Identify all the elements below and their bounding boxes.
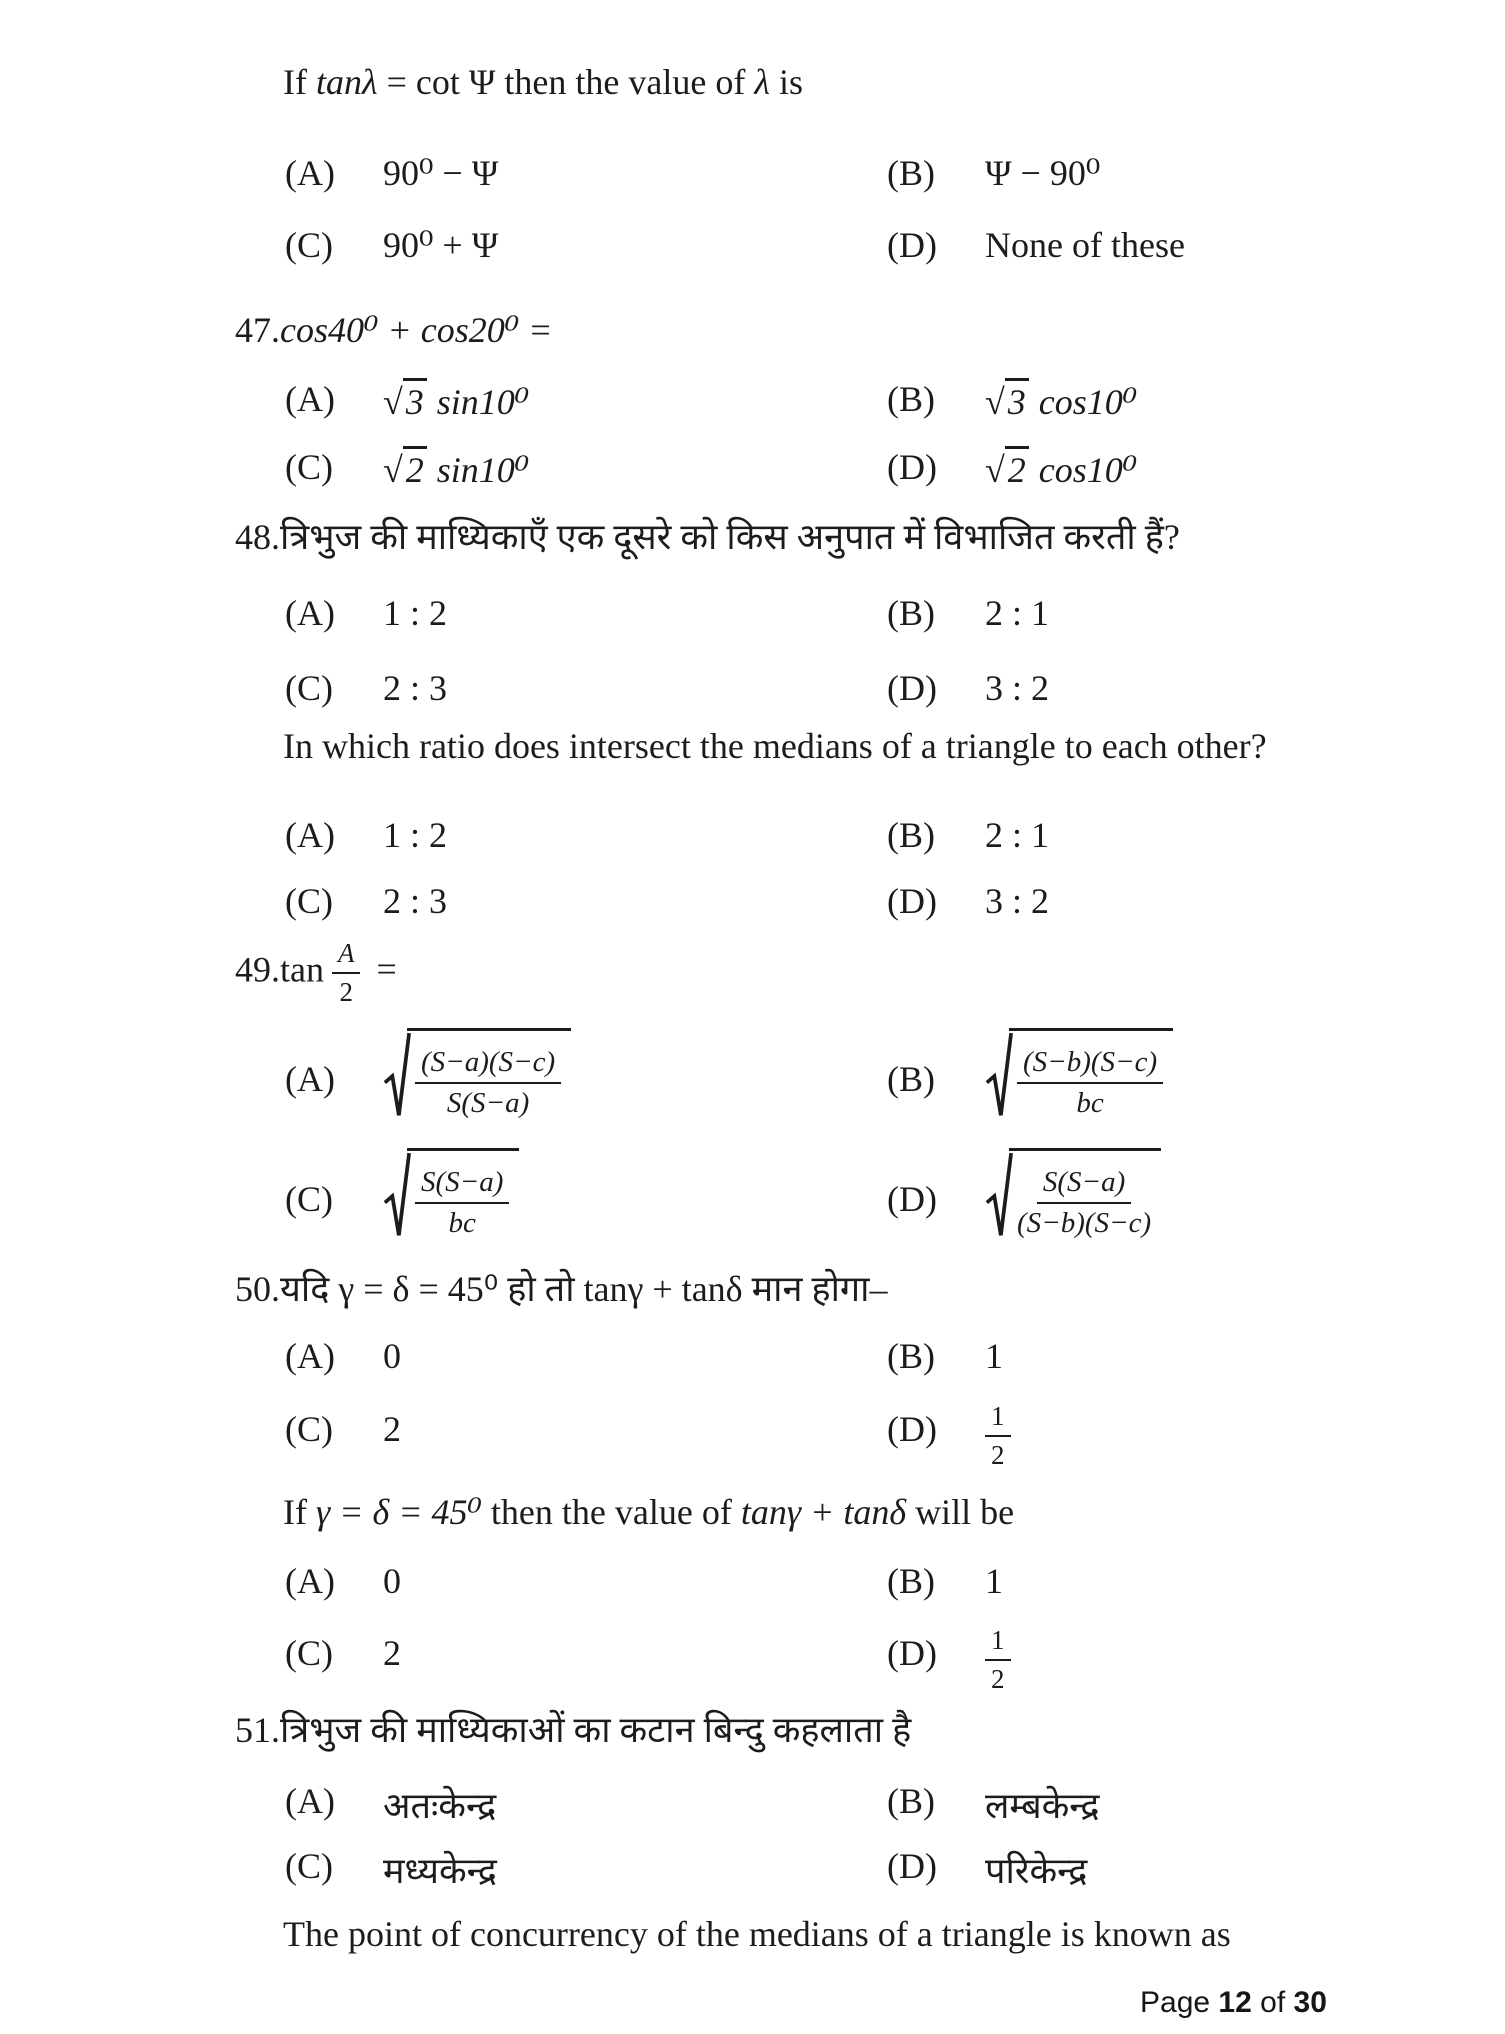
option-label-b: (B) <box>887 1336 935 1376</box>
option-value-b: 2 : 1 <box>985 593 1050 633</box>
option-label-d: (D) <box>887 1179 937 1219</box>
equals-sign: = <box>376 949 397 990</box>
option-value-c <box>383 446 529 491</box>
numerator: S(S−a) <box>1037 1166 1131 1204</box>
option-value-d <box>985 446 1137 491</box>
question-number: 48. <box>235 517 280 557</box>
total-page-number: 30 <box>1293 1986 1327 2019</box>
option-label-c: (C) <box>285 1409 333 1449</box>
question-48-stem-hindi <box>235 512 1180 562</box>
question-47-stem <box>235 308 552 353</box>
option-value-d: 3 : 2 <box>985 668 1050 708</box>
question-number: 49. <box>235 949 280 990</box>
question-50-stem-english <box>283 1490 1014 1535</box>
option-value-a: 1 : 2 <box>383 593 448 633</box>
option-label-c: (C) <box>285 1846 333 1886</box>
option-label-c: (C) <box>285 1633 333 1673</box>
math-expression: tanγ + tanδ <box>740 1492 907 1532</box>
math-expression: cos10⁰ <box>1038 382 1138 422</box>
radical <box>383 446 427 491</box>
math-expression: sin10⁰ <box>436 450 530 490</box>
option-label-b: (B) <box>887 1059 935 1099</box>
option-label-b: (B) <box>887 593 935 633</box>
option-label-d: (D) <box>887 1846 937 1886</box>
question-number: 50. <box>235 1269 280 1309</box>
option-label-d: (D) <box>887 447 937 487</box>
question-48-stem-english: In which ratio does intersect the medians of a triangle to each other? <box>283 726 1267 766</box>
option-value-a: 1 : 2 <box>383 815 448 855</box>
option-value-b <box>985 378 1137 423</box>
option-value-a: 0 <box>383 1336 401 1376</box>
option-label-c: (C) <box>285 668 333 708</box>
option-label-b: (B) <box>887 1781 935 1821</box>
option-label-c: (C) <box>285 225 333 265</box>
question-50-stem-hindi <box>235 1264 888 1314</box>
option-value-a: 0 <box>383 1561 401 1601</box>
option-label-a: (A) <box>285 1561 335 1601</box>
denominator: 2 <box>339 977 353 1008</box>
intro-text: = cot Ψ then the value of <box>377 62 755 102</box>
intro-text: is <box>769 62 803 102</box>
option-label-c: (C) <box>285 447 333 487</box>
option-value-a <box>383 1028 571 1135</box>
option-value-c: 2 : 3 <box>383 881 448 921</box>
option-label-a: (A) <box>285 815 335 855</box>
radical-sign: √ <box>985 382 1005 422</box>
question-51-stem-hindi <box>235 1705 911 1755</box>
option-value-b: Ψ − 90⁰ <box>985 153 1101 193</box>
radicand: 3 <box>403 378 427 423</box>
radical <box>383 378 427 423</box>
numerator: (S−a)(S−c) <box>415 1046 561 1084</box>
option-value-d: 3 : 2 <box>985 881 1050 921</box>
question-text-hindi: त्रिभुज की माध्यिकाएँ एक दूसरे को किस अनुपात में विभाजित करती हैं? <box>280 517 1180 557</box>
option-label-d: (D) <box>887 881 937 921</box>
math-expression: γ = δ = 45⁰ <box>315 1492 482 1532</box>
option-value-b: 1 <box>985 1561 1003 1601</box>
option-label-a: (A) <box>285 1781 335 1821</box>
numerator: S(S−a) <box>415 1166 509 1204</box>
radical-sign: √ <box>383 382 403 422</box>
radical-sign: √ <box>985 450 1005 490</box>
radical <box>985 1148 1161 1246</box>
option-value-d <box>985 1148 1161 1255</box>
question-46-intro <box>283 60 803 105</box>
option-value-a <box>383 378 529 423</box>
option-value-d <box>985 1616 1011 1695</box>
fraction <box>415 1046 561 1121</box>
option-label-b: (B) <box>887 1561 935 1601</box>
option-label-a: (A) <box>285 153 335 193</box>
option-label-a: (A) <box>285 1059 335 1099</box>
question-text-hindi: यदि γ = δ = 45⁰ हो तो tanγ + tanδ मान होगा– <box>280 1269 888 1309</box>
option-label-d: (D) <box>887 668 937 708</box>
math-expression: tanλ <box>315 62 378 102</box>
option-value-c <box>383 1148 519 1255</box>
fraction <box>985 1625 1011 1695</box>
option-label-d: (D) <box>887 1633 937 1673</box>
radicand: 2 <box>403 446 427 491</box>
option-label-a: (A) <box>285 379 335 419</box>
option-label-b: (B) <box>887 815 935 855</box>
denominator: 2 <box>991 1664 1005 1695</box>
radical <box>383 1148 519 1246</box>
question-text-hindi: त्रिभुज की माध्यिकाओं का कटान बिन्दु कहलाता है <box>280 1710 912 1750</box>
option-value-a: 90⁰ − Ψ <box>383 153 499 193</box>
question-51-stem-english: The point of concurrency of the medians of a triangle is known as <box>283 1914 1231 1954</box>
numerator: (S−b)(S−c) <box>1017 1046 1163 1084</box>
option-label-d: (D) <box>887 225 937 265</box>
option-value-c: 2 : 3 <box>383 668 448 708</box>
option-label-d: (D) <box>887 1409 937 1449</box>
option-value-b: 1 <box>985 1336 1003 1376</box>
option-value-d: None of these <box>985 225 1185 265</box>
math-expression: λ <box>754 62 770 102</box>
option-value-d: परिकेन्द्र <box>985 1851 1088 1891</box>
option-value-c: 2 <box>383 1633 401 1673</box>
denominator: 2 <box>991 1440 1005 1471</box>
option-value-c: मध्यकेन्द्र <box>383 1851 497 1891</box>
intro-text: If <box>283 62 316 102</box>
option-label-a: (A) <box>285 1336 335 1376</box>
radical <box>985 446 1029 491</box>
current-page-number: 12 <box>1218 1986 1252 2019</box>
fraction <box>415 1166 509 1241</box>
intro-text: then the value of <box>481 1492 741 1532</box>
option-value-b: 2 : 1 <box>985 815 1050 855</box>
fraction <box>1017 1046 1163 1121</box>
option-label-b: (B) <box>887 379 935 419</box>
numerator: A <box>332 938 361 974</box>
radicand: 3 <box>1005 378 1029 423</box>
option-value-c: 2 <box>383 1409 401 1449</box>
fraction <box>332 938 361 1008</box>
question-number: 47. <box>235 310 280 350</box>
radical-sign: √ <box>383 450 403 490</box>
denominator: bc <box>448 1207 476 1240</box>
option-label-c: (C) <box>285 881 333 921</box>
math-expression: cos40⁰ + cos20⁰ = <box>280 310 553 350</box>
denominator: (S−b)(S−c) <box>1017 1207 1152 1240</box>
question-number: 51. <box>235 1710 280 1750</box>
footer-label: of <box>1260 1986 1286 2019</box>
option-value-b: लम्बकेन्द्र <box>985 1786 1100 1826</box>
denominator: S(S−a) <box>446 1087 530 1120</box>
radical <box>985 378 1029 423</box>
math-expression: cos10⁰ <box>1038 450 1138 490</box>
option-value-c: 90⁰ + Ψ <box>383 225 499 265</box>
option-label-c: (C) <box>285 1179 333 1219</box>
numerator: 1 <box>985 1401 1011 1437</box>
denominator: bc <box>1076 1087 1104 1120</box>
radical <box>383 1028 571 1126</box>
numerator: 1 <box>985 1625 1011 1661</box>
radical <box>985 1028 1173 1126</box>
fraction <box>1017 1166 1151 1241</box>
option-label-b: (B) <box>887 153 935 193</box>
radicand: 2 <box>1005 446 1029 491</box>
fraction <box>985 1401 1011 1471</box>
option-label-a: (A) <box>285 593 335 633</box>
intro-text: will be <box>906 1492 1015 1532</box>
page-footer <box>1140 1986 1327 2020</box>
math-expression: sin10⁰ <box>436 382 530 422</box>
option-value-b <box>985 1028 1173 1135</box>
footer-label: Page <box>1140 1986 1211 2019</box>
math-function: tan <box>280 949 324 990</box>
option-value-a: अतःकेन्द्र <box>383 1786 497 1826</box>
intro-text: If <box>283 1492 316 1532</box>
question-49-stem <box>235 938 397 1008</box>
option-value-d <box>985 1392 1011 1471</box>
